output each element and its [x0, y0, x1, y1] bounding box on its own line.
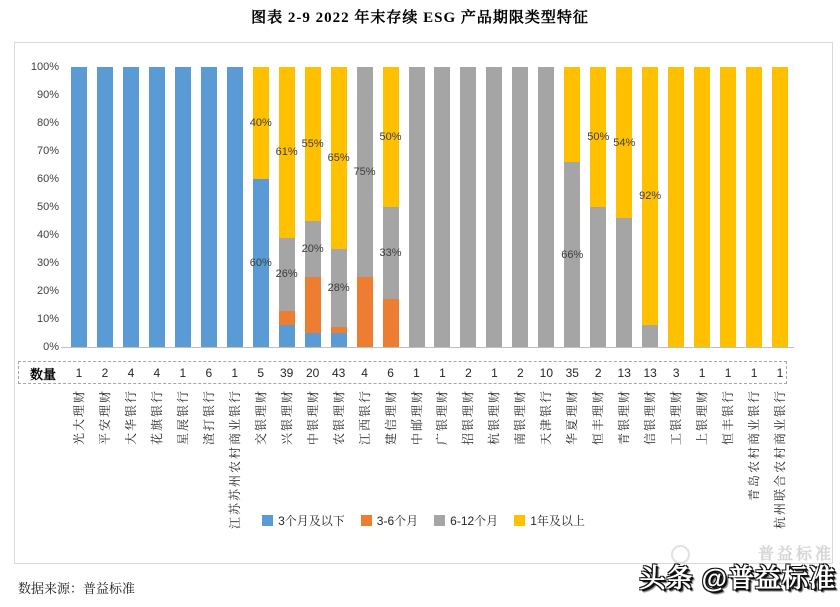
y-axis-label: 70% [36, 145, 59, 157]
x-axis-label: 交银理财 [253, 389, 268, 446]
quantity-value: 1 [491, 366, 498, 380]
quantity-value: 10 [539, 366, 553, 380]
legend-item [361, 512, 418, 529]
bar-data-label: 60% [249, 257, 272, 269]
x-axis-label: 杭州联合农村商业银行 [773, 389, 788, 530]
x-axis-label: 南银理财 [513, 389, 528, 446]
x-axis-label: 恒丰理财 [591, 389, 606, 446]
bar-segment [97, 67, 113, 347]
quantity-value: 35 [565, 366, 579, 380]
x-axis-label: 兴银理财 [279, 389, 294, 446]
bar-segment [201, 67, 217, 347]
x-axis-label: 星展银行 [175, 389, 190, 446]
bar-segment [71, 67, 87, 347]
legend-label: 3-6个月 [376, 514, 419, 528]
legend-label: 3个月及以下 [278, 514, 345, 528]
quantity-value: 1 [724, 366, 732, 380]
bar-segment [772, 67, 788, 347]
x-axis-label: 工银理财 [669, 389, 684, 446]
x-axis-label: 杭银理财 [487, 389, 502, 446]
x-axis-label: 中银理财 [305, 389, 320, 446]
toutiao-watermark: 头条 @普益标准 [639, 563, 836, 593]
x-axis-label: 渣打银行 [201, 389, 216, 446]
chart-title: 图表 2-9 2022 年末存续 ESG 产品期限类型特征 [251, 10, 589, 26]
quantity-value: 4 [127, 366, 135, 380]
quantity-value: 1 [698, 366, 706, 380]
x-axis-label: 青银理财 [617, 389, 632, 446]
bar-data-label: 54% [613, 136, 636, 149]
x-axis-label: 大华银行 [123, 389, 138, 446]
quantity-value: 1 [776, 366, 784, 380]
bar-segment [694, 67, 710, 347]
bar-data-label: 66% [561, 248, 584, 261]
chart-panel [14, 42, 833, 564]
quantity-value: 1 [413, 366, 420, 380]
legend-swatch [514, 515, 525, 526]
x-axis-label: 花旗银行 [149, 389, 164, 446]
quantity-value: 1 [231, 366, 239, 380]
x-axis-label: 农银理财 [331, 389, 346, 446]
x-axis-label: 建信理财 [383, 389, 398, 446]
y-axis-label: 90% [36, 89, 59, 101]
x-axis-label: 平安理财 [97, 389, 112, 446]
legend-label: 6-12个月 [450, 514, 499, 528]
legend-swatch [361, 515, 372, 526]
x-axis-label: 江苏苏州农村商业银行 [227, 389, 242, 530]
source-note: 数据来源：普益标准 [18, 581, 136, 596]
bar-segment [590, 207, 606, 347]
y-axis-label: 20% [36, 285, 59, 297]
bar-data-label: 40% [249, 117, 272, 129]
quantity-value: 1 [750, 366, 758, 380]
bar-segment [123, 67, 139, 347]
x-axis-label: 华夏理财 [565, 389, 580, 446]
x-axis-label: 恒丰银行 [721, 389, 736, 446]
bar-segment [616, 218, 632, 347]
bar-segment [409, 67, 425, 347]
bar-data-label: 26% [275, 268, 298, 281]
bar-segment [434, 67, 450, 347]
quantity-value: 5 [257, 366, 265, 380]
x-axis-label: 光大理财 [71, 389, 86, 446]
x-axis-label: 上银理财 [695, 389, 710, 446]
legend-swatch [434, 515, 445, 526]
y-axis-label: 30% [36, 257, 59, 269]
bar-data-label: 33% [379, 247, 402, 260]
bar-segment [668, 67, 684, 347]
bar-segment [383, 299, 399, 347]
quantity-value: 2 [594, 366, 602, 380]
x-axis-label: 江西银行 [357, 389, 372, 446]
bar-data-label: 55% [301, 138, 324, 150]
bar-data-label: 20% [301, 243, 324, 255]
quantity-value: 4 [153, 366, 161, 380]
y-axis-label: 50% [36, 201, 59, 213]
bar-segment [460, 67, 476, 347]
x-axis-line [61, 347, 794, 348]
y-axis-label: 40% [36, 229, 59, 241]
bar-data-label: 75% [353, 166, 376, 178]
bar-data-label: 92% [639, 189, 662, 202]
quantity-value: 43 [331, 366, 346, 380]
quantity-value: 1 [439, 366, 446, 380]
y-axis-label: 60% [36, 173, 59, 185]
legend-item [434, 512, 498, 529]
bar-segment [331, 333, 347, 347]
quantity-value: 2 [517, 366, 524, 380]
bar-segment [538, 67, 554, 347]
quantity-value: 6 [387, 366, 394, 380]
quantity-label: 数量 [30, 367, 57, 382]
x-axis-label: 广银理财 [435, 389, 450, 446]
y-axis-label: 80% [36, 117, 59, 129]
bar-segment [331, 327, 347, 333]
bar-data-label: 28% [327, 282, 350, 295]
bar-segment [175, 67, 191, 347]
bar-data-label: 61% [275, 146, 298, 159]
bar-segment [720, 67, 736, 347]
quantity-value: 20 [305, 366, 320, 380]
bar-data-label: 50% [379, 131, 402, 143]
bar-segment [227, 67, 243, 347]
y-axis-label: 10% [36, 313, 59, 325]
bar-segment [305, 333, 321, 347]
watermark-faint-text: 普益标准 [757, 546, 834, 563]
x-axis-label: 信银理财 [643, 389, 658, 446]
bar-segment [486, 67, 502, 347]
quantity-value: 6 [205, 366, 213, 380]
quantity-value: 13 [617, 366, 631, 380]
legend-label: 1年及以上 [530, 514, 585, 528]
bar-segment [512, 67, 528, 347]
legend-swatch [262, 515, 273, 526]
quantity-value: 4 [361, 366, 368, 380]
quantity-value: 2 [465, 366, 472, 380]
bar-segment [642, 325, 658, 347]
quantity-value: 1 [75, 366, 83, 380]
legend [15, 512, 832, 529]
x-axis-label: 中邮理财 [409, 389, 424, 446]
quantity-value: 13 [643, 366, 657, 380]
y-axis-label: 0% [43, 341, 59, 353]
x-axis-label: 招银理财 [461, 389, 476, 446]
legend-item [514, 512, 585, 529]
bar-data-label: 50% [587, 131, 610, 143]
x-axis-label: 天津银行 [539, 389, 554, 446]
quantity-value: 1 [179, 366, 187, 380]
quantity-value: 2 [101, 366, 109, 380]
bar-segment [564, 67, 580, 162]
y-axis-label: 100% [30, 61, 59, 73]
bar-segment [149, 67, 165, 347]
x-axis-label: 青岛农村商业银行 [747, 389, 762, 502]
legend-item [262, 512, 345, 529]
bar-data-label: 65% [327, 152, 350, 164]
quantity-value: 3 [672, 366, 680, 380]
bar-segment [357, 277, 373, 347]
bar-segment [746, 67, 762, 347]
bar-segment [279, 325, 295, 347]
bar-segment [279, 311, 295, 325]
quantity-value: 39 [280, 366, 294, 380]
